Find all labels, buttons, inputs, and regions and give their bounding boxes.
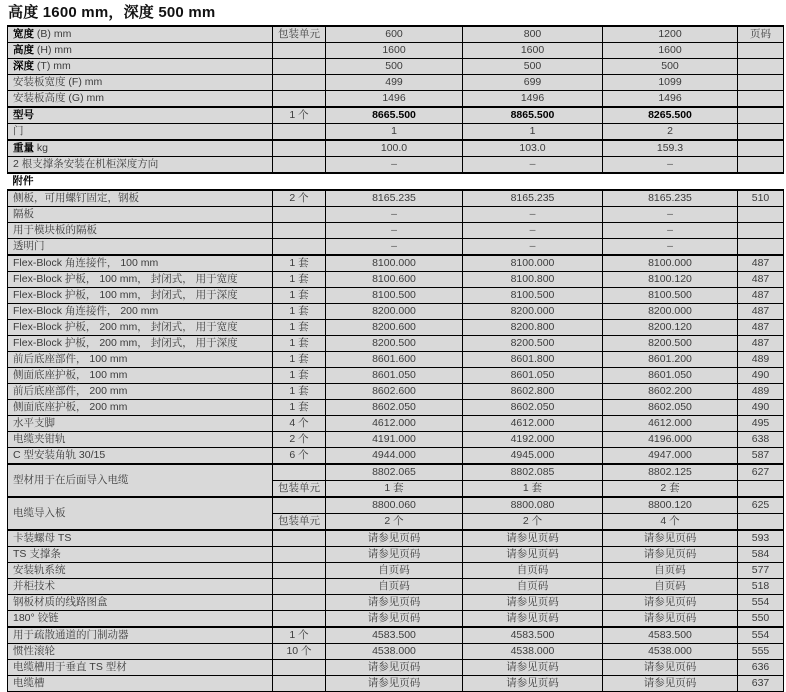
pkg-cell: 1 套 <box>273 320 326 336</box>
row-label: 前后底座部件， 200 mm <box>8 384 273 400</box>
value-cell: 请参见页码 <box>603 676 738 692</box>
value-cell: 4612.000 <box>326 416 463 432</box>
value-cell: 请参见页码 <box>603 547 738 563</box>
value-cell: 8601.200 <box>603 352 738 368</box>
value-cell: 8165.235 <box>326 190 463 207</box>
pkg-cell <box>273 140 326 157</box>
value-cell: 1099 <box>603 75 738 91</box>
table-row <box>8 207 784 223</box>
table-row <box>8 223 784 239</box>
row-label-bold: 型号 <box>13 109 34 121</box>
value-cell: 8865.500 <box>463 107 603 124</box>
value-cell: 159.3 <box>603 140 738 157</box>
value-cell: 8800.120 <box>603 497 738 514</box>
page-cell: 593 <box>738 530 784 547</box>
value-cell: 8602.050 <box>463 400 603 416</box>
pkg-cell <box>273 595 326 611</box>
table-row <box>8 91 784 108</box>
row-label: 电缆槽用于垂直 TS 型材 <box>8 660 273 676</box>
page-cell: 518 <box>738 579 784 595</box>
pkg-cell <box>273 75 326 91</box>
pkg-cell: 1 套 <box>273 272 326 288</box>
pkg-cell: 1 套 <box>273 255 326 272</box>
row-label <box>8 107 273 124</box>
pkg-cell: 1 个 <box>273 627 326 644</box>
value-cell: 1200 <box>603 26 738 43</box>
table-row <box>8 644 784 660</box>
table-row <box>8 190 784 207</box>
value-cell: 请参见页码 <box>463 611 603 628</box>
page-cell: 550 <box>738 611 784 628</box>
pkg-cell: 包装单元 <box>273 514 326 531</box>
value-cell: 1 <box>463 124 603 141</box>
pkg-cell: 1 套 <box>273 400 326 416</box>
row-label: 安装板宽度 (F) mm <box>8 75 273 91</box>
spec-table <box>7 25 784 692</box>
value-cell: 8165.235 <box>463 190 603 207</box>
page-cell <box>738 481 784 498</box>
page-cell: 555 <box>738 644 784 660</box>
table-row <box>8 239 784 256</box>
row-label: TS 支撑条 <box>8 547 273 563</box>
row-label: 侧面底座护板， 200 mm <box>8 400 273 416</box>
value-cell: 1600 <box>463 43 603 59</box>
page-cell: 577 <box>738 563 784 579</box>
value-cell: 8100.500 <box>326 288 463 304</box>
page-cell: 490 <box>738 368 784 384</box>
row-label: 卡装螺母 TS <box>8 530 273 547</box>
value-cell: – <box>603 239 738 256</box>
row-label-bold: 高度 <box>13 44 34 56</box>
page-cell: 554 <box>738 627 784 644</box>
pkg-cell <box>273 157 326 174</box>
row-label: 用于疏散通道的门制动器 <box>8 627 273 644</box>
value-cell: 1496 <box>603 91 738 108</box>
value-cell: 请参见页码 <box>603 611 738 628</box>
pkg-cell: 6 个 <box>273 448 326 465</box>
value-cell: 1496 <box>326 91 463 108</box>
pkg-cell: 1 套 <box>273 384 326 400</box>
page-cell <box>738 239 784 256</box>
value-cell: 600 <box>326 26 463 43</box>
table-row <box>8 530 784 547</box>
value-cell: – <box>463 223 603 239</box>
value-cell: 699 <box>463 75 603 91</box>
row-label: 深度 (T) mm <box>8 59 273 75</box>
table-row <box>8 352 784 368</box>
value-cell: 103.0 <box>463 140 603 157</box>
value-cell: 8601.050 <box>326 368 463 384</box>
value-cell: 4 个 <box>603 514 738 531</box>
pkg-cell <box>273 579 326 595</box>
value-cell: 4612.000 <box>463 416 603 432</box>
value-cell: 4583.500 <box>326 627 463 644</box>
row-label: 透明门 <box>8 239 273 256</box>
value-cell: 8100.800 <box>463 272 603 288</box>
value-cell: 自页码 <box>326 563 463 579</box>
pkg-cell <box>273 497 326 514</box>
value-cell: 8601.600 <box>326 352 463 368</box>
row-label: 电缆槽 <box>8 676 273 692</box>
pkg-cell: 2 个 <box>273 190 326 207</box>
table-row <box>8 26 784 43</box>
table-row <box>8 320 784 336</box>
value-cell: 8165.235 <box>603 190 738 207</box>
table-row <box>8 448 784 465</box>
pkg-cell: 包装单元 <box>273 26 326 43</box>
value-cell: 8602.600 <box>326 384 463 400</box>
value-cell: 2 套 <box>603 481 738 498</box>
value-cell: 请参见页码 <box>603 530 738 547</box>
table-row <box>8 272 784 288</box>
value-cell: 请参见页码 <box>463 547 603 563</box>
value-cell: 8200.000 <box>603 304 738 320</box>
value-cell: 4192.000 <box>463 432 603 448</box>
value-cell: 4583.500 <box>463 627 603 644</box>
value-cell: 请参见页码 <box>603 660 738 676</box>
value-cell: 8602.800 <box>463 384 603 400</box>
page-cell: 487 <box>738 304 784 320</box>
value-cell: 1600 <box>326 43 463 59</box>
table-row <box>8 336 784 352</box>
table-row <box>8 497 784 514</box>
row-label: 侧面底座护板， 100 mm <box>8 368 273 384</box>
row-label: 安装轨系统 <box>8 563 273 579</box>
row-label: 180° 铰链 <box>8 611 273 628</box>
pkg-cell <box>273 611 326 628</box>
value-cell: 1 <box>326 124 463 141</box>
page-cell <box>738 514 784 531</box>
page-cell: 625 <box>738 497 784 514</box>
value-cell: 500 <box>326 59 463 75</box>
value-cell: 4191.000 <box>326 432 463 448</box>
page-cell <box>738 207 784 223</box>
value-cell: 2 个 <box>326 514 463 531</box>
page-cell: 627 <box>738 464 784 481</box>
page-cell <box>738 140 784 157</box>
value-cell: 4538.000 <box>326 644 463 660</box>
value-cell: 8100.120 <box>603 272 738 288</box>
page-cell <box>738 157 784 174</box>
row-label: Flex-Block 角连接件， 200 mm <box>8 304 273 320</box>
value-cell: – <box>603 157 738 174</box>
value-cell: 8200.120 <box>603 320 738 336</box>
page-cell: 487 <box>738 272 784 288</box>
table-row <box>8 255 784 272</box>
pkg-cell <box>273 563 326 579</box>
value-cell: – <box>603 223 738 239</box>
pkg-cell <box>273 91 326 108</box>
value-cell: 请参见页码 <box>463 530 603 547</box>
value-cell: – <box>326 223 463 239</box>
pkg-cell <box>273 660 326 676</box>
row-label: Flex-Block 护板， 100 mm， 封闭式， 用于深度 <box>8 288 273 304</box>
page-cell: 638 <box>738 432 784 448</box>
value-cell: 请参见页码 <box>603 595 738 611</box>
value-cell: 8265.500 <box>603 107 738 124</box>
table-row <box>8 547 784 563</box>
value-cell: 1600 <box>603 43 738 59</box>
pkg-cell <box>273 59 326 75</box>
row-label: 惯性滚轮 <box>8 644 273 660</box>
value-cell: 800 <box>463 26 603 43</box>
value-cell: 8601.050 <box>603 368 738 384</box>
value-cell: 2 <box>603 124 738 141</box>
value-cell: 8200.800 <box>463 320 603 336</box>
row-label: 门 <box>8 124 273 141</box>
row-label-bold: 深度 <box>13 60 34 72</box>
value-cell: 8200.000 <box>326 304 463 320</box>
row-label: 用于模块板的隔板 <box>8 223 273 239</box>
pkg-cell <box>273 43 326 59</box>
page-cell <box>738 59 784 75</box>
pkg-cell: 1 套 <box>273 288 326 304</box>
table-row <box>8 384 784 400</box>
value-cell: 8800.080 <box>463 497 603 514</box>
value-cell: 8200.500 <box>463 336 603 352</box>
table-row <box>8 157 784 174</box>
row-label: Flex-Block 护板， 100 mm， 封闭式， 用于宽度 <box>8 272 273 288</box>
row-label: 安装板高度 (G) mm <box>8 91 273 108</box>
value-cell: 1496 <box>463 91 603 108</box>
pkg-cell: 1 套 <box>273 304 326 320</box>
table-row <box>8 595 784 611</box>
page-cell: 489 <box>738 384 784 400</box>
value-cell: – <box>326 239 463 256</box>
page-cell: 510 <box>738 190 784 207</box>
value-cell: 自页码 <box>463 579 603 595</box>
row-label: 并柜技术 <box>8 579 273 595</box>
page-cell <box>738 91 784 108</box>
table-row <box>8 676 784 692</box>
value-cell: 2 个 <box>463 514 603 531</box>
value-cell: 499 <box>326 75 463 91</box>
table-row <box>8 59 784 75</box>
value-cell: 8802.065 <box>326 464 463 481</box>
value-cell: 请参见页码 <box>326 676 463 692</box>
value-cell: – <box>463 239 603 256</box>
value-cell: – <box>326 157 463 174</box>
page-cell: 489 <box>738 352 784 368</box>
page-cell: 487 <box>738 336 784 352</box>
value-cell: 8100.600 <box>326 272 463 288</box>
table-row <box>8 660 784 676</box>
value-cell: 自页码 <box>603 579 738 595</box>
value-cell: 8802.125 <box>603 464 738 481</box>
pkg-cell: 1 套 <box>273 336 326 352</box>
page-cell: 495 <box>738 416 784 432</box>
pkg-cell: 2 个 <box>273 432 326 448</box>
value-cell: 请参见页码 <box>326 547 463 563</box>
page-cell: 587 <box>738 448 784 465</box>
page-cell <box>738 107 784 124</box>
table-row <box>8 43 784 59</box>
value-cell: 自页码 <box>326 579 463 595</box>
value-cell: – <box>463 157 603 174</box>
pkg-cell: 4 个 <box>273 416 326 432</box>
table-row <box>8 416 784 432</box>
value-cell: 4583.500 <box>603 627 738 644</box>
page-title: 高度 1600 mm，深度 500 mm <box>8 4 216 21</box>
value-cell: 1 套 <box>463 481 603 498</box>
value-cell: 500 <box>603 59 738 75</box>
page-cell: 636 <box>738 660 784 676</box>
value-cell: 8602.050 <box>603 400 738 416</box>
row-label: Flex-Block 护板， 200 mm， 封闭式， 用于宽度 <box>8 320 273 336</box>
value-cell: 请参见页码 <box>326 660 463 676</box>
page-cell: 637 <box>738 676 784 692</box>
pkg-cell <box>273 676 326 692</box>
table-row <box>8 563 784 579</box>
row-label: C 型安装角轨 30/15 <box>8 448 273 465</box>
value-cell: – <box>603 207 738 223</box>
page-cell <box>738 124 784 141</box>
pkg-cell <box>273 223 326 239</box>
value-cell: 请参见页码 <box>326 611 463 628</box>
row-label: 钢板材质的线路图盒 <box>8 595 273 611</box>
row-label: 隔板 <box>8 207 273 223</box>
row-label-bold: 重量 <box>13 142 34 154</box>
value-cell: – <box>326 207 463 223</box>
page-cell: 487 <box>738 255 784 272</box>
row-label: 型材用于在后面导入电缆 <box>8 464 273 497</box>
value-cell: 8200.500 <box>326 336 463 352</box>
value-cell: 8100.000 <box>463 255 603 272</box>
row-label-bold: 宽度 <box>13 28 34 40</box>
value-cell: 8100.500 <box>603 288 738 304</box>
value-cell: 8601.050 <box>463 368 603 384</box>
value-cell: 4612.000 <box>603 416 738 432</box>
table-row <box>8 75 784 91</box>
page-cell: 554 <box>738 595 784 611</box>
pkg-cell: 1 套 <box>273 368 326 384</box>
pkg-cell: 1 个 <box>273 107 326 124</box>
value-cell: 4538.000 <box>463 644 603 660</box>
row-label: 高度 (H) mm <box>8 43 273 59</box>
row-label: 重量 kg <box>8 140 273 157</box>
page-cell <box>738 43 784 59</box>
section-header: 附件 <box>8 173 784 190</box>
page-cell: 584 <box>738 547 784 563</box>
page-cell: 487 <box>738 320 784 336</box>
page-cell <box>738 75 784 91</box>
value-cell: 4945.000 <box>463 448 603 465</box>
value-cell: 请参见页码 <box>326 530 463 547</box>
value-cell: 8802.085 <box>463 464 603 481</box>
table-row <box>8 288 784 304</box>
pkg-cell: 10 个 <box>273 644 326 660</box>
table-row <box>8 368 784 384</box>
value-cell: 8602.050 <box>326 400 463 416</box>
row-label: 电缆夹钳轨 <box>8 432 273 448</box>
row-label: 电缆导入板 <box>8 497 273 530</box>
table-row <box>8 124 784 141</box>
value-cell: 自页码 <box>603 563 738 579</box>
section-row <box>8 173 784 190</box>
value-cell: 500 <box>463 59 603 75</box>
pkg-cell <box>273 207 326 223</box>
value-cell: 4196.000 <box>603 432 738 448</box>
value-cell: 请参见页码 <box>463 676 603 692</box>
row-label: Flex-Block 角连接件， 100 mm <box>8 255 273 272</box>
value-cell: 8665.500 <box>326 107 463 124</box>
value-cell: 8200.500 <box>603 336 738 352</box>
value-cell: 1 套 <box>326 481 463 498</box>
table-row <box>8 107 784 124</box>
value-cell: 8100.000 <box>603 255 738 272</box>
pkg-cell <box>273 464 326 481</box>
pkg-cell <box>273 124 326 141</box>
table-row <box>8 140 784 157</box>
page-cell: 页码 <box>738 26 784 43</box>
row-label: 侧板，可用螺钉固定，钢板 <box>8 190 273 207</box>
row-label: 2 根支撑条安装在机柜深度方向 <box>8 157 273 174</box>
value-cell: 4947.000 <box>603 448 738 465</box>
row-label: 水平支脚 <box>8 416 273 432</box>
value-cell: 请参见页码 <box>326 595 463 611</box>
pkg-cell: 包装单元 <box>273 481 326 498</box>
value-cell: 请参见页码 <box>463 660 603 676</box>
pkg-cell: 1 套 <box>273 352 326 368</box>
value-cell: 自页码 <box>463 563 603 579</box>
table-row <box>8 432 784 448</box>
value-cell: 8100.000 <box>326 255 463 272</box>
table-row <box>8 400 784 416</box>
value-cell: 8800.060 <box>326 497 463 514</box>
table-row <box>8 464 784 481</box>
value-cell: 8100.500 <box>463 288 603 304</box>
row-label: 宽度 (B) mm <box>8 26 273 43</box>
pkg-cell <box>273 530 326 547</box>
table-row <box>8 611 784 628</box>
row-label: 前后底座部件， 100 mm <box>8 352 273 368</box>
table-row <box>8 304 784 320</box>
value-cell: 8200.000 <box>463 304 603 320</box>
table-row <box>8 579 784 595</box>
row-label: Flex-Block 护板， 200 mm， 封闭式， 用于深度 <box>8 336 273 352</box>
value-cell: 4538.000 <box>603 644 738 660</box>
value-cell: 100.0 <box>326 140 463 157</box>
value-cell: – <box>463 207 603 223</box>
page-cell: 490 <box>738 400 784 416</box>
page-cell <box>738 223 784 239</box>
table-row <box>8 627 784 644</box>
value-cell: 8602.200 <box>603 384 738 400</box>
value-cell: 8601.800 <box>463 352 603 368</box>
pkg-cell <box>273 547 326 563</box>
value-cell: 8200.600 <box>326 320 463 336</box>
page-cell: 487 <box>738 288 784 304</box>
value-cell: 请参见页码 <box>463 595 603 611</box>
value-cell: 4944.000 <box>326 448 463 465</box>
pkg-cell <box>273 239 326 256</box>
